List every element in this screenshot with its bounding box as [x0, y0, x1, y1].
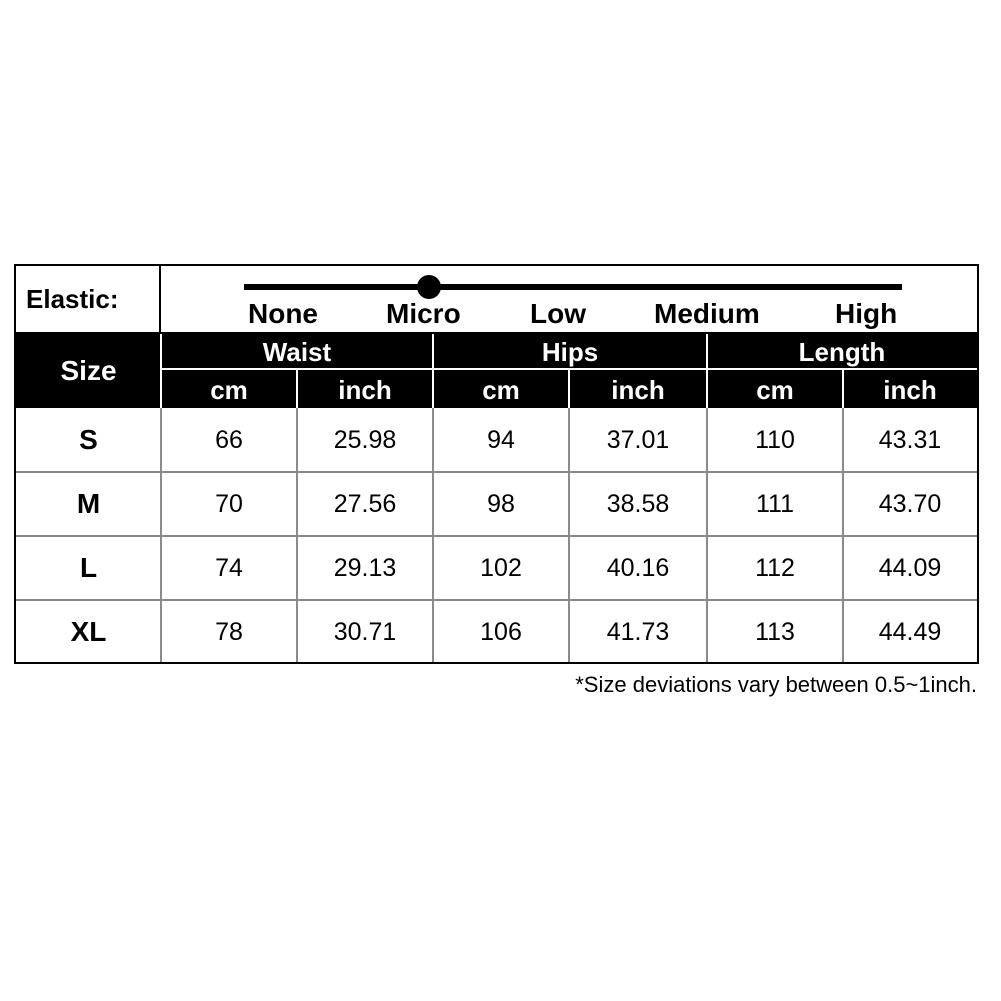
waist-inch-cell: 29.13	[333, 553, 397, 582]
table-body	[16, 408, 977, 662]
hips-cm-cell: 98	[487, 489, 515, 518]
elastic-indicator-knob	[417, 275, 441, 299]
length-cm-header: cm	[756, 375, 794, 405]
elastic-scale-line	[244, 284, 902, 290]
length-inch-header: inch	[883, 375, 937, 405]
hips-cm-header: cm	[482, 375, 520, 405]
header-divider-vertical	[842, 370, 844, 408]
size-column-header: Size	[60, 355, 117, 386]
waist-inch-header: inch	[338, 375, 392, 405]
waist-cm-header: cm	[210, 375, 248, 405]
hips-inch-cell: 41.73	[606, 617, 670, 646]
elastic-level-medium: Medium	[654, 298, 760, 329]
hips-cm-cell: 102	[480, 553, 522, 582]
size-deviation-footnote: *Size deviations vary between 0.5~1inch.	[575, 672, 977, 697]
header-divider-vertical	[432, 334, 434, 408]
table-row	[16, 536, 977, 600]
header-divider-vertical	[706, 334, 708, 408]
elastic-level-low: Low	[530, 298, 586, 329]
waist-cm-cell: 78	[215, 617, 243, 646]
waist-inch-cell: 30.71	[333, 617, 397, 646]
waist-inch-cell: 27.56	[333, 489, 397, 518]
elastic-level-high: High	[835, 298, 898, 329]
table-header	[16, 334, 977, 408]
length-cm-cell: 112	[755, 553, 795, 582]
table-row	[16, 472, 977, 536]
header-divider-vertical	[160, 334, 162, 408]
waist-cm-cell: 74	[215, 553, 243, 582]
header-divider-vertical	[568, 370, 570, 408]
length-cm-cell: 113	[755, 617, 795, 646]
table-row	[16, 600, 977, 664]
elastic-level-micro: Micro	[386, 298, 461, 329]
length-inch-cell: 44.49	[878, 617, 942, 646]
hips-cm-cell: 94	[487, 425, 515, 454]
hips-cm-cell: 106	[480, 617, 522, 646]
header-divider-vertical	[296, 370, 298, 408]
length-inch-cell: 43.70	[878, 489, 942, 518]
waist-inch-cell: 25.98	[333, 425, 397, 454]
size-cell: S	[79, 424, 98, 455]
length-header: Length	[798, 337, 886, 367]
size-chart-table	[14, 264, 979, 664]
waist-cm-cell: 66	[215, 425, 243, 454]
hips-header: Hips	[541, 337, 599, 367]
elastic-label: Elastic:	[26, 284, 119, 314]
waist-cm-cell: 70	[215, 489, 243, 518]
hips-inch-header: inch	[611, 375, 665, 405]
elastic-level-none: None	[248, 298, 318, 329]
waist-header: Waist	[262, 337, 332, 367]
hips-inch-cell: 38.58	[606, 489, 670, 518]
length-inch-cell: 44.09	[878, 553, 942, 582]
elastic-label-cell	[16, 266, 161, 332]
hips-inch-cell: 40.16	[606, 553, 670, 582]
size-cell: XL	[70, 616, 107, 647]
size-cell: M	[76, 488, 101, 519]
table-row	[16, 408, 977, 472]
size-cell: L	[79, 552, 98, 583]
elastic-row	[16, 266, 977, 334]
hips-inch-cell: 37.01	[606, 425, 670, 454]
length-inch-cell: 43.31	[878, 425, 942, 454]
length-cm-cell: 111	[755, 489, 794, 518]
length-cm-cell: 110	[755, 425, 795, 454]
